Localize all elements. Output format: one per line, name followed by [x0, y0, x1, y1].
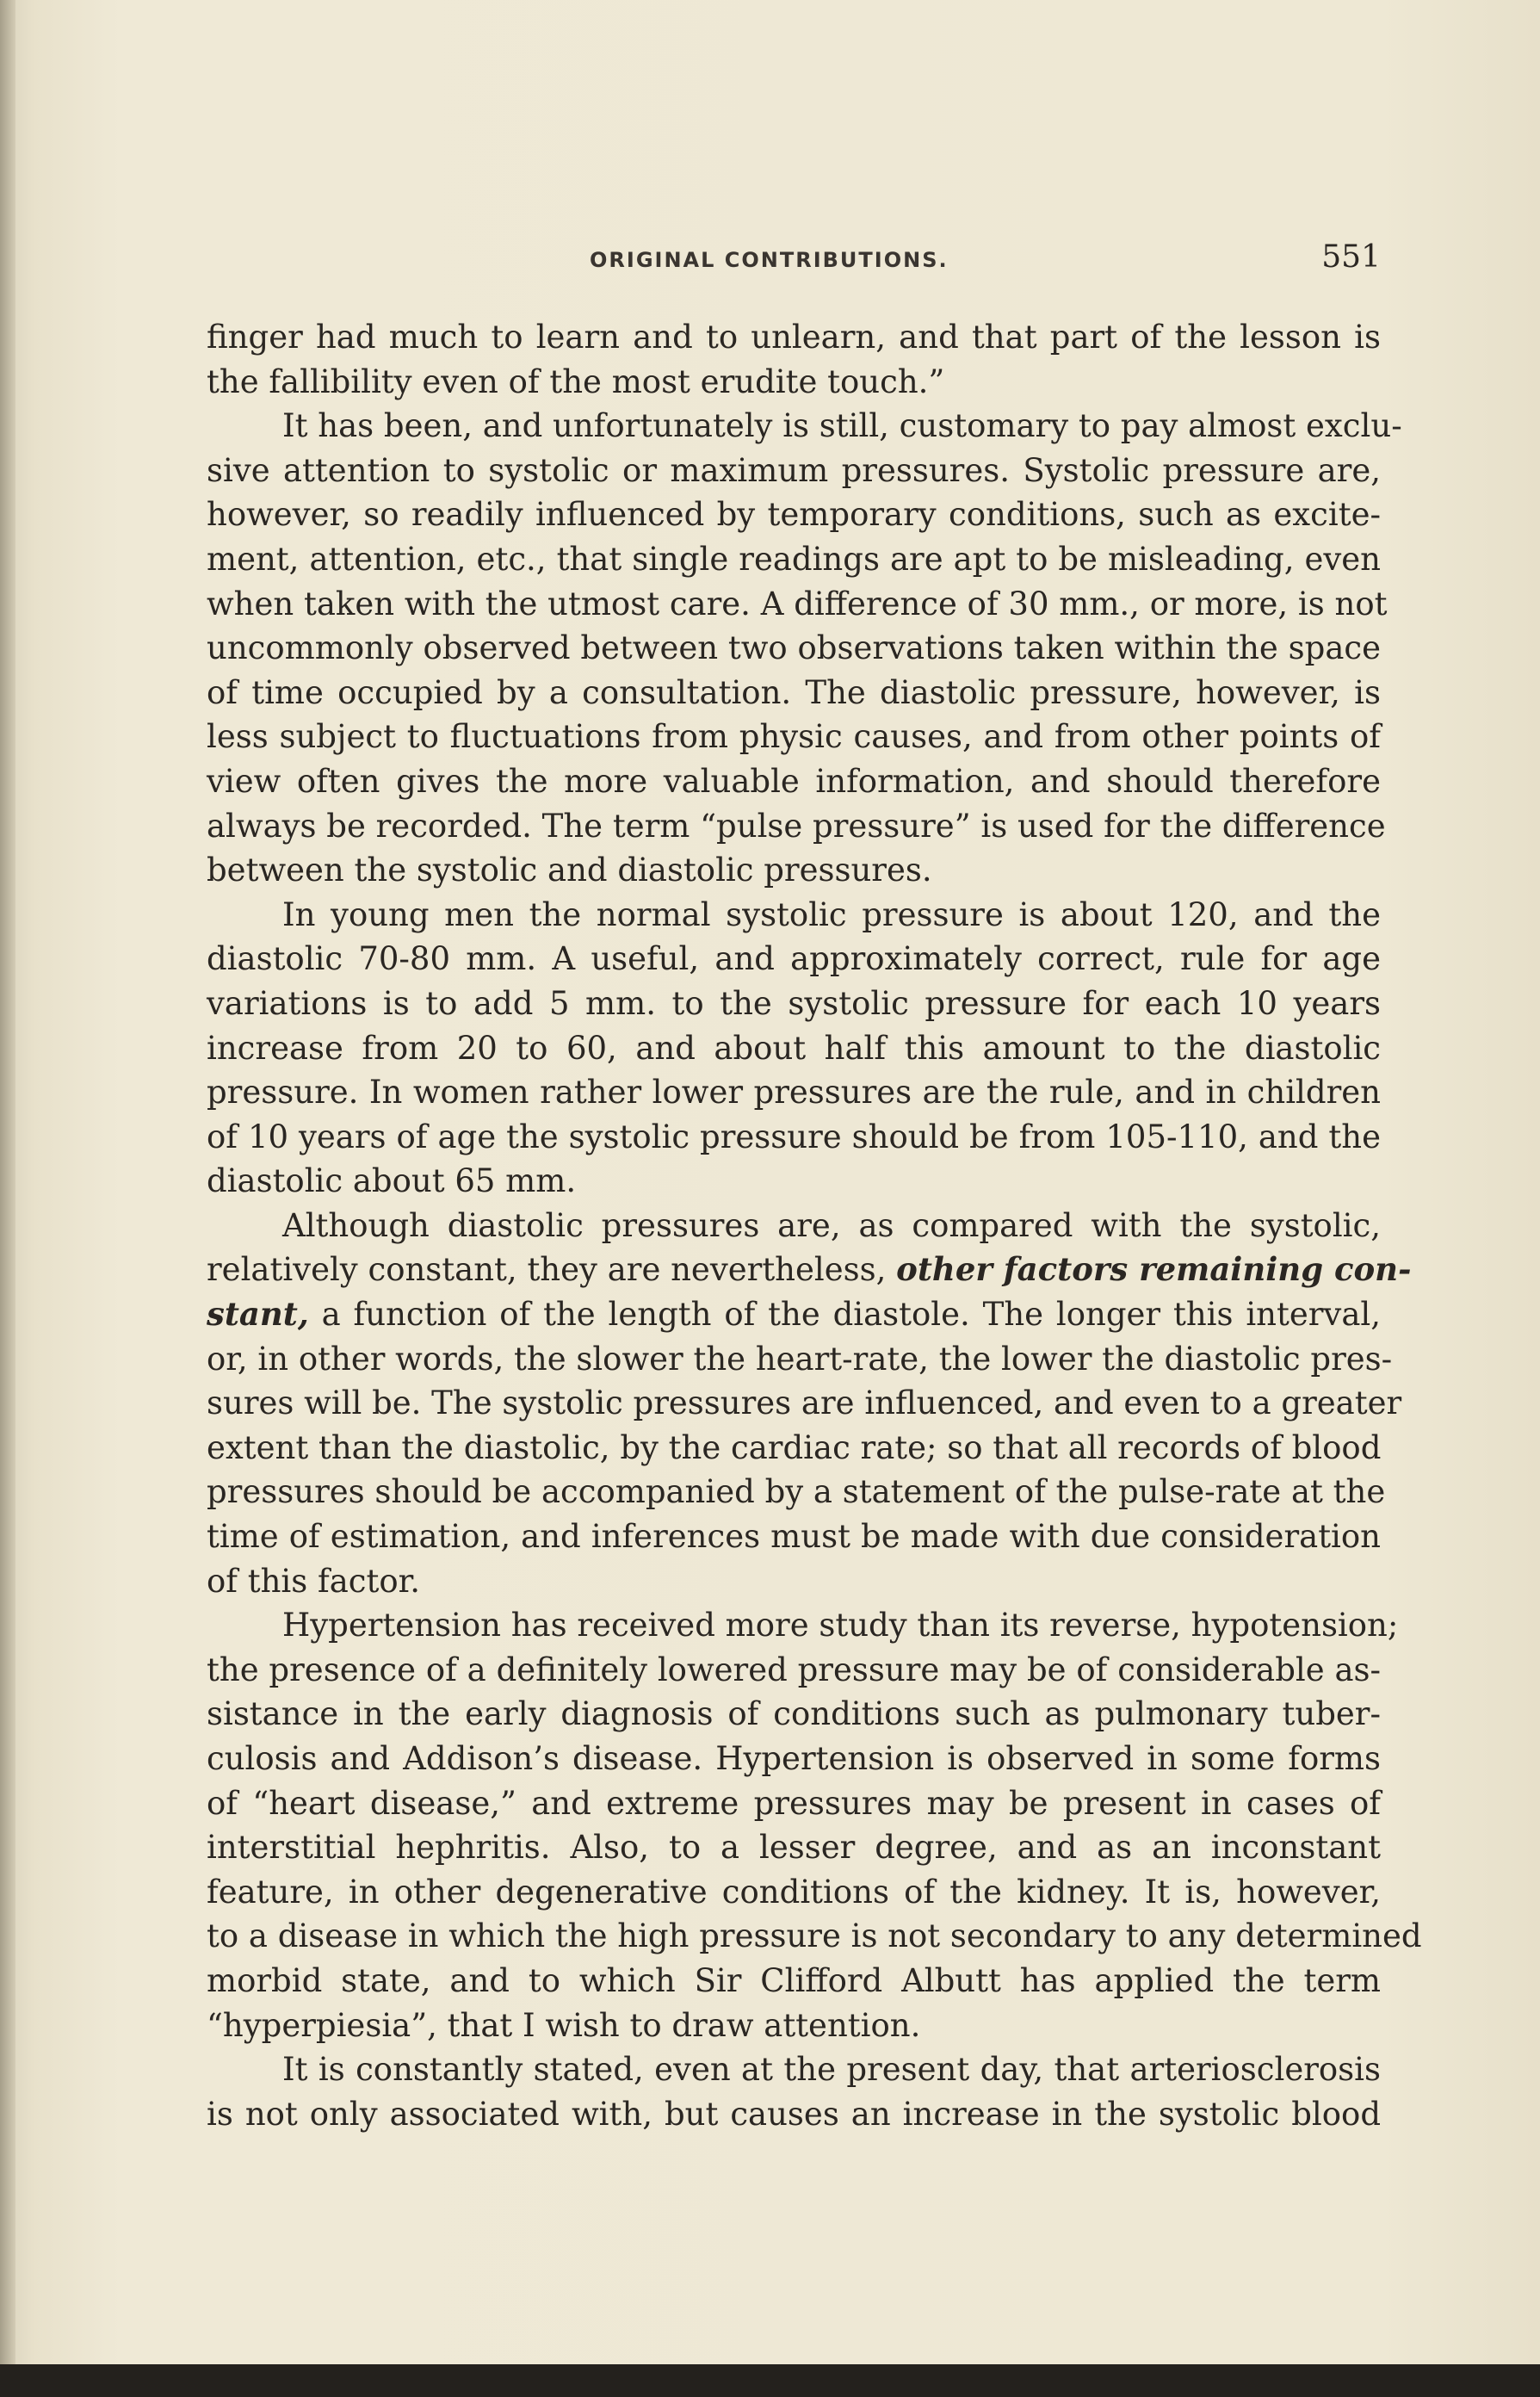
paragraph-5: [207, 1603, 1422, 2047]
text-line: Hypertension has received more study than its reverse, hypotension;: [282, 1607, 1399, 1644]
page-number: 551: [1321, 239, 1381, 275]
body-text: [207, 315, 1422, 2136]
text-line: always be recorded. The term “pulse pressure” is used for the difference: [207, 807, 1386, 845]
text-line: pressure. In women rather lower pressures are the rule, and in children: [207, 1074, 1381, 1112]
text-line: sistance in the early diagnosis of conditions such as pulmonary tuber-: [207, 1695, 1381, 1733]
paragraph-6: [207, 2047, 1381, 2136]
paragraph-2: [207, 404, 1402, 893]
text-line: the presence of a definitely lowered pressure may be of considerable as-: [207, 1651, 1381, 1688]
paragraph-3: [207, 893, 1381, 1204]
text-line: interstitial hephritis. Also, to a lesser degree, and as an inconstant: [207, 1829, 1381, 1867]
text-line: Although diastolic pressures are, as compared with the systolic,: [282, 1206, 1381, 1244]
text-line: ment, attention, etc., that single readings are apt to be misleading, even: [207, 540, 1381, 578]
text-line: however, so readily influenced by temporary conditions, such as excite-: [207, 496, 1381, 534]
text-line: It has been, and unfortunately is still, customary to pay almost exclu-: [282, 407, 1402, 445]
text-line: extent than the diastolic, by the cardiac rate; so that all records of blood: [207, 1428, 1382, 1466]
text-line: increase from 20 to 60, and about half this amount to the diastolic: [207, 1029, 1381, 1067]
paragraph-1: [207, 315, 1381, 404]
text-line: time of estimation, and inferences must be made with due consideration: [207, 1518, 1381, 1556]
text-line: finger had much to learn and to unlearn, and that part of the lesson is: [207, 319, 1381, 356]
text-run: relatively constant, they are nevertheless,: [207, 1251, 887, 1289]
text-line: pressures should be accompanied by a statement of the pulse-rate at the: [207, 1473, 1386, 1511]
text-line: variations is to add 5 mm. to the systolic pressure for each 10 years: [207, 984, 1381, 1022]
text-line: of 10 years of age the systolic pressure should be from 105-110, and the: [207, 1118, 1381, 1155]
text-line: between the systolic and diastolic pressures.: [207, 852, 932, 889]
emphasized-text: stant,: [207, 1295, 309, 1334]
text-line: morbid state, and to which Sir Clifford Albutt has applied the term: [207, 1961, 1381, 1999]
text-line: view often gives the more valuable information, and should therefore: [207, 762, 1381, 800]
text-line: of time occupied by a consultation. The diastolic pressure, however, is: [207, 673, 1381, 711]
text-line: [207, 1248, 1412, 1292]
text-line: It is constantly stated, even at the present day, that arteriosclerosis: [282, 2051, 1381, 2089]
text-line: less subject to fluctuations from physic causes, and from other points of: [207, 718, 1381, 756]
text-line: “hyperpiesia”, that I wish to draw attention.: [207, 2006, 921, 2044]
text-line: sures will be. The systolic pressures are influenced, and even to a greater: [207, 1384, 1402, 1422]
text-line: diastolic 70-80 mm. A useful, and approximately correct, rule for age: [207, 940, 1381, 978]
text-line: when taken with the utmost care. A difference of 30 mm., or more, is not: [207, 585, 1388, 622]
text-line: to a disease in which the high pressure is not secondary to any determined: [207, 1917, 1422, 1955]
scan-bottom-edge: [0, 2364, 1540, 2397]
text-line: the fallibility even of the most erudite touch.”: [207, 362, 945, 400]
text-line: uncommonly observed between two observations taken within the space: [207, 629, 1381, 667]
page-binding-edge: [0, 0, 15, 2397]
paragraph-4: [207, 1204, 1412, 1603]
text-line: culosis and Addison’s disease. Hypertension is observed in some forms: [207, 1740, 1381, 1777]
text-line: diastolic about 65 mm.: [207, 1162, 577, 1200]
text-line: is not only associated with, but causes an increase in the systolic blood: [207, 2095, 1381, 2133]
text-line: sive attention to systolic or maximum pressures. Systolic pressure are,: [207, 451, 1381, 489]
running-head: ORIGINAL CONTRIBUTIONS.: [590, 248, 949, 272]
emphasized-text: other factors remaining con-: [896, 1250, 1412, 1289]
text-line: of this factor.: [207, 1562, 421, 1600]
text-line: of “heart disease,” and extreme pressures may be present in cases of: [207, 1784, 1381, 1822]
text-line: or, in other words, the slower the heart-rate, the lower the diastolic pres-: [207, 1340, 1393, 1378]
text-run: a function of the length of the diastole. The longer this interval,: [321, 1296, 1381, 1334]
page-header: [207, 239, 1381, 281]
text-line: In young men the normal systolic pressure is about 120, and the: [282, 895, 1381, 933]
text-line: feature, in other degenerative conditions of the kidney. It is, however,: [207, 1873, 1381, 1911]
text-line: [207, 1292, 1381, 1337]
